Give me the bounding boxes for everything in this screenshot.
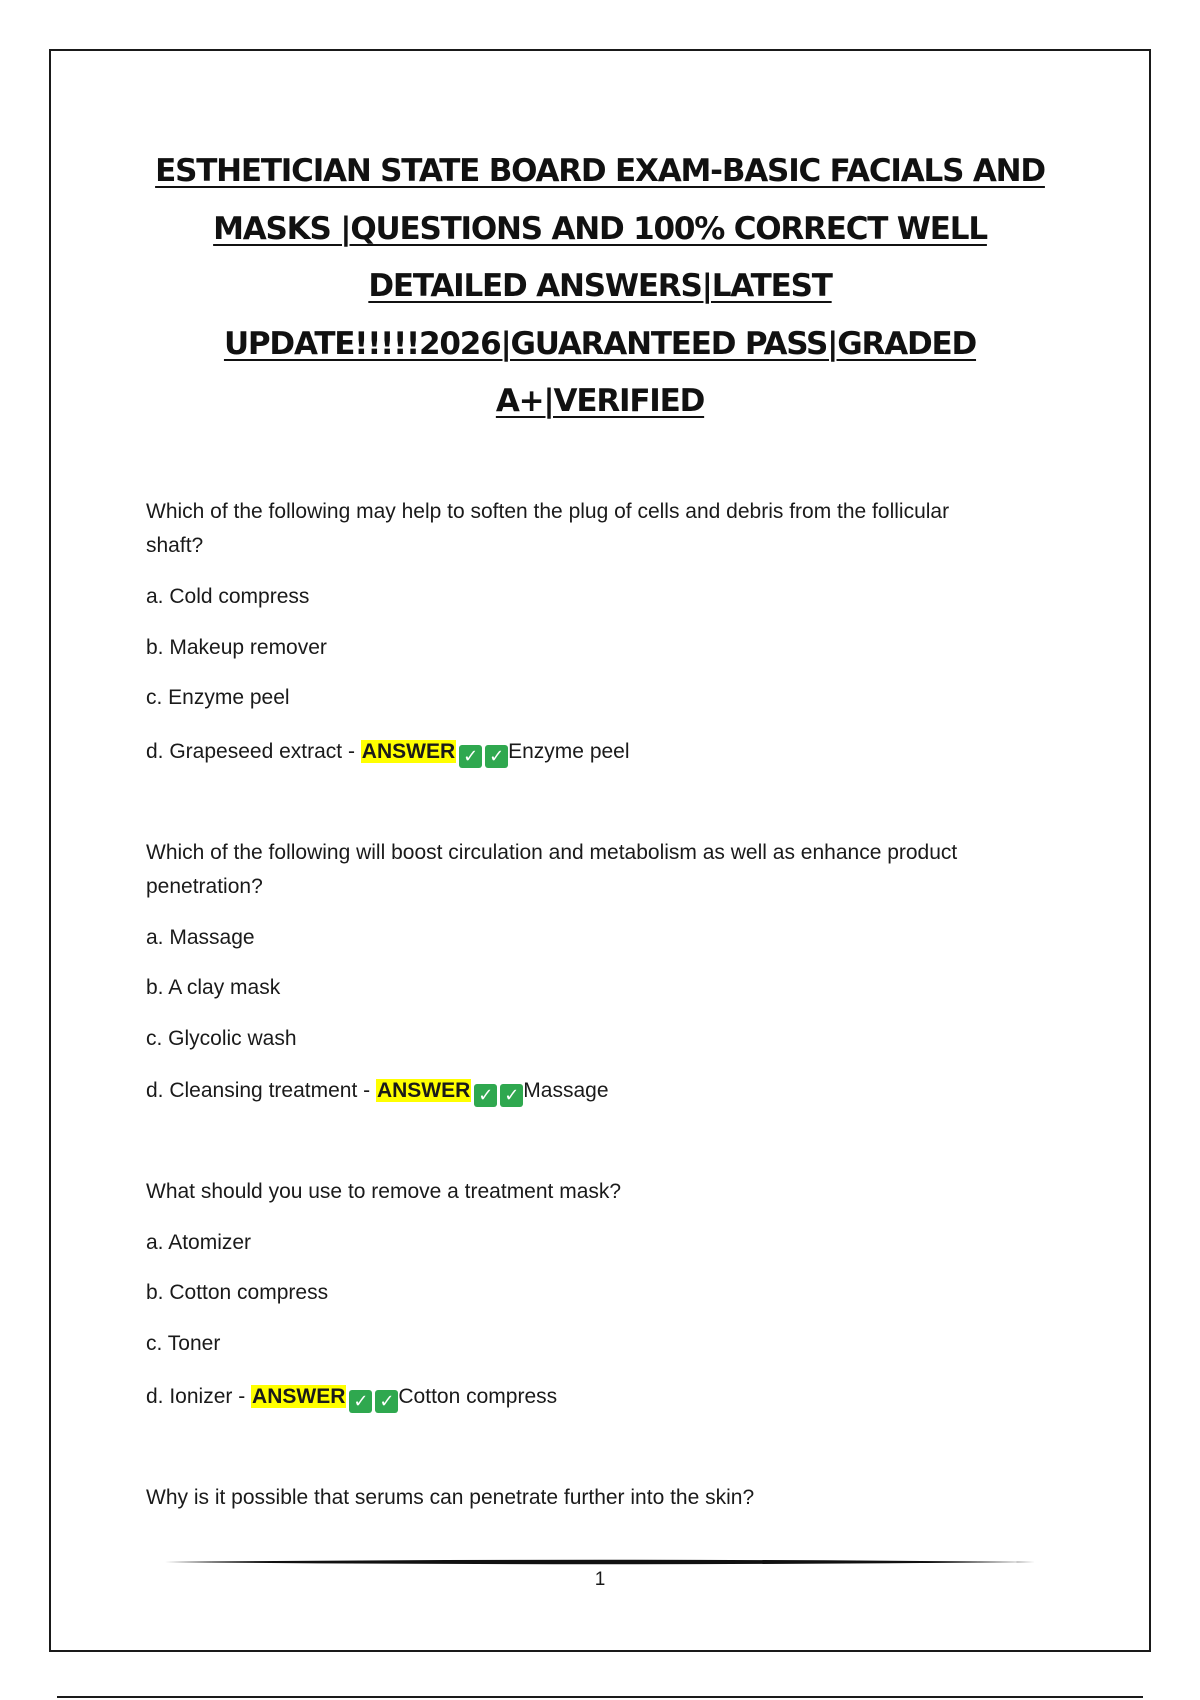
check-mark-icon: ✓ xyxy=(500,1084,523,1107)
page-number: 1 xyxy=(594,1569,606,1590)
answer-option: c. Toner xyxy=(146,1332,221,1355)
check-mark-icon: ✓ xyxy=(485,745,508,768)
check-mark-icon: ✓ xyxy=(375,1390,398,1413)
answer-option: b. A clay mask xyxy=(146,976,281,999)
answer-option: a. Cold compress xyxy=(146,585,310,608)
answer-option-with-key xyxy=(146,735,630,769)
title-line: A+|VERIFIED xyxy=(495,383,705,419)
answer-option: c. Enzyme peel xyxy=(146,686,290,709)
answer-option: b. Cotton compress xyxy=(146,1281,329,1304)
document-title xyxy=(140,143,1060,431)
answer-option-text: d. Ionizer - xyxy=(146,1385,252,1408)
answer-option-text: d. Cleansing treatment - xyxy=(146,1079,376,1102)
title-line: ESTHETICIAN STATE BOARD EXAM-BASIC FACIALS AND xyxy=(155,153,1045,189)
correct-answer-text: Enzyme peel xyxy=(508,740,630,763)
check-mark-icon: ✓ xyxy=(459,745,482,768)
answer-label: ANSWER xyxy=(361,740,456,763)
answer-option: a. Massage xyxy=(146,926,255,949)
check-mark-icon: ✓ xyxy=(474,1084,497,1107)
correct-answer-text: Massage xyxy=(523,1079,609,1102)
question-text: penetration? xyxy=(146,875,263,898)
question-text: Which of the following may help to soften the plug of cells and debris from the follicular xyxy=(146,500,950,523)
answer-option-with-key xyxy=(146,1074,609,1108)
answer-option: b. Makeup remover xyxy=(146,636,327,659)
question-text: What should you use to remove a treatment mask? xyxy=(146,1180,622,1203)
footer-divider xyxy=(165,1559,1035,1565)
title-line: DETAILED ANSWERS|LATEST xyxy=(368,268,832,304)
answer-option: c. Glycolic wash xyxy=(146,1027,297,1050)
answer-option-with-key xyxy=(146,1380,557,1414)
answer-option-text: d. Grapeseed extract - xyxy=(146,740,361,763)
title-line: UPDATE!!!!!2026|GUARANTEED PASS|GRADED xyxy=(223,325,977,362)
question-text: Why is it possible that serums can penetrate further into the skin? xyxy=(146,1486,755,1509)
answer-label: ANSWER xyxy=(376,1079,471,1102)
check-mark-icon: ✓ xyxy=(349,1390,372,1413)
answer-option: a. Atomizer xyxy=(146,1231,252,1254)
question-text: Which of the following will boost circulation and metabolism as well as enhance product xyxy=(146,841,958,864)
next-page-edge xyxy=(57,1696,1143,1698)
title-line: MASKS |QUESTIONS AND 100% CORRECT WELL xyxy=(213,210,987,247)
correct-answer-text: Cotton compress xyxy=(398,1385,558,1408)
answer-label: ANSWER xyxy=(252,1385,346,1408)
question-text: shaft? xyxy=(146,534,204,557)
